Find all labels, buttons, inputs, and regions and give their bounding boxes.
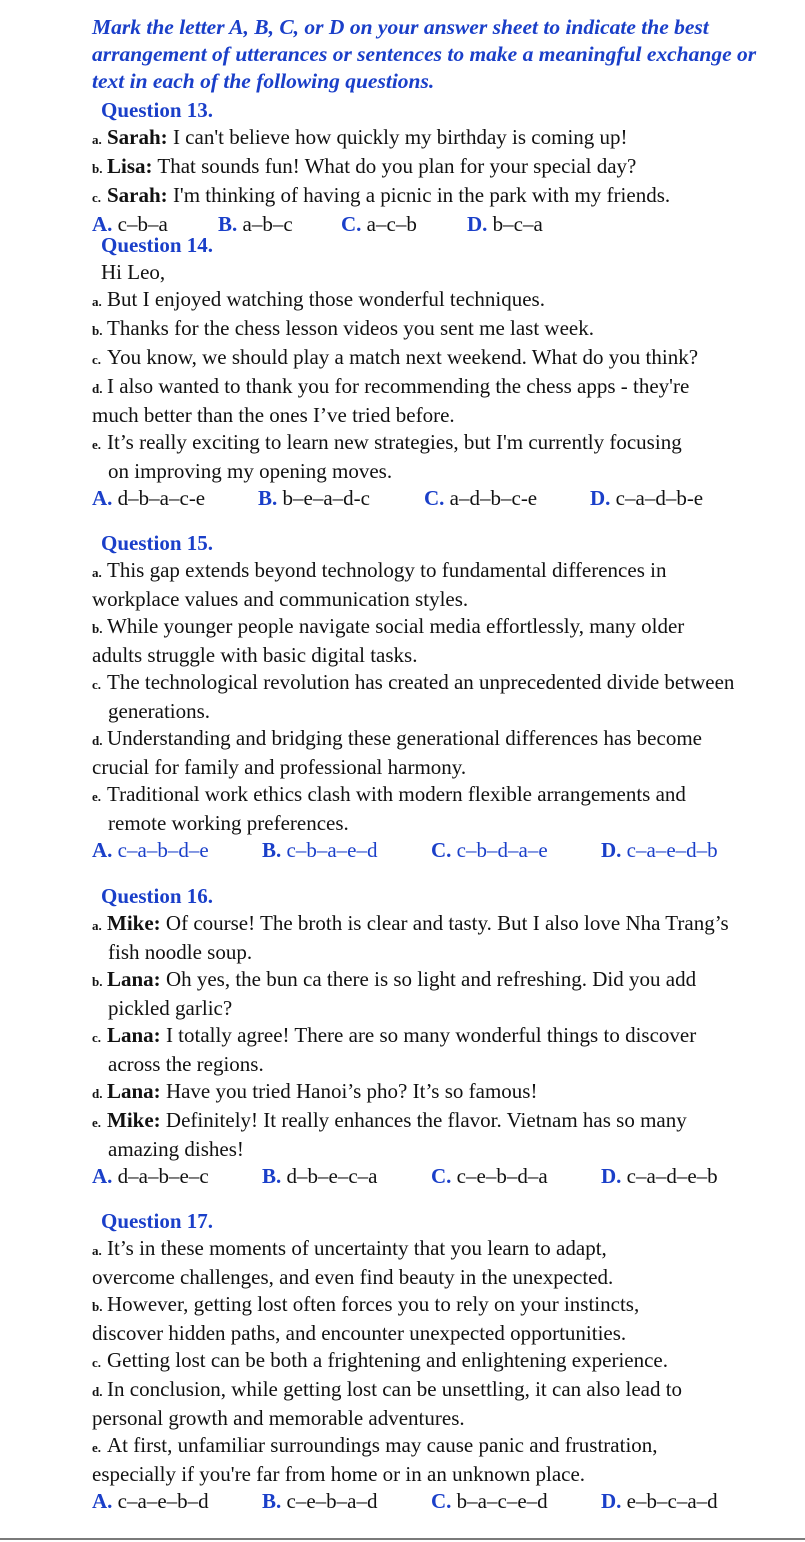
option-b[interactable]: B. c–e–b–a–d bbox=[262, 1489, 378, 1513]
sentence-e: e. It’s really exciting to learn new strategies, but I'm currently focusing on improving my opening moves. bbox=[92, 430, 682, 483]
instruction-text: Mark the letter A, B, C, or D on your answer sheet to indicate the best arrangement of utterances or sentences to make a meaningful exchange or text in each of the following questions. bbox=[92, 15, 757, 93]
question-title: Question 17. bbox=[101, 1209, 214, 1233]
option-a[interactable]: A. c–b–a bbox=[92, 212, 168, 236]
option-d[interactable]: D. c–a–d–b-e bbox=[590, 486, 704, 510]
option-a[interactable]: A. c–a–b–d–e bbox=[92, 838, 209, 862]
sentence-a: a. This gap extends beyond technology to fundamental differences in workplace values and communication styles. bbox=[92, 558, 667, 611]
question-13 bbox=[0, 97, 805, 238]
option-d[interactable]: D. e–b–c–a–d bbox=[601, 1489, 718, 1513]
sentence-b: b. Thanks for the chess lesson videos you sent me last week. bbox=[92, 316, 594, 340]
sentence-c: c. Getting lost can be both a frightening and enlightening experience. bbox=[92, 1348, 668, 1372]
option-a[interactable]: A. d–b–a–c-e bbox=[92, 486, 206, 510]
speaker: Lana: bbox=[107, 967, 161, 991]
option-b[interactable]: B. c–b–a–e–d bbox=[262, 838, 378, 862]
speaker: Mike: bbox=[107, 1108, 161, 1132]
speaker: Lana: bbox=[107, 1079, 161, 1103]
utterance-d: d. Lana: Have you tried Hanoi’s pho? It’s so famous! bbox=[92, 1079, 538, 1103]
question-title: Question 15. bbox=[101, 531, 214, 555]
sentence-d: d. Understanding and bridging these generational differences has become crucial for family and professional harmony. bbox=[92, 726, 702, 779]
option-a[interactable]: A. c–a–e–b–d bbox=[92, 1489, 209, 1513]
sentence-c: c. You know, we should play a match next weekend. What do you think? bbox=[92, 345, 699, 369]
sentence-e: e. At first, unfamiliar surroundings may cause panic and frustration, especially if you're far from home or in an unknown place. bbox=[92, 1433, 658, 1486]
sentence-c: c. The technological revolution has created an unprecedented divide between generations. bbox=[92, 670, 735, 723]
question-15 bbox=[0, 530, 805, 891]
greeting: Hi Leo, bbox=[101, 260, 166, 284]
sentence-b: b. However, getting lost often forces you to rely on your instincts, discover hidden paths, and encounter unexpected opportunities. bbox=[92, 1292, 640, 1345]
utterance-b: b. Lana: Oh yes, the bun ca there is so light and refreshing. Did you add pickled garlic? bbox=[92, 967, 697, 1020]
option-c[interactable]: C. a–d–b–c-e bbox=[424, 486, 538, 510]
sentence-a: a. But I enjoyed watching those wonderful techniques. bbox=[92, 287, 545, 311]
option-d[interactable]: D. c–a–d–e–b bbox=[601, 1164, 718, 1188]
utterance-a: a. Sarah: I can't believe how quickly my birthday is coming up! bbox=[92, 125, 628, 149]
sentence-e: e. Traditional work ethics clash with modern flexible arrangements and remote working preferences. bbox=[92, 782, 686, 835]
speaker: Lisa: bbox=[107, 154, 153, 178]
page-bottom-divider bbox=[0, 1538, 805, 1540]
utterance-b: b. Lisa: That sounds fun! What do you plan for your special day? bbox=[92, 154, 637, 178]
sentence-d: d. I also wanted to thank you for recommending the chess apps - they're much better than the ones I’ve tried before. bbox=[92, 374, 690, 427]
utterance-e: e. Mike: Definitely! It really enhances the flavor. Vietnam has so many amazing dishes! bbox=[92, 1108, 687, 1161]
sentence-a: a. It’s in these moments of uncertainty that you learn to adapt, overcome challenges, and even find beauty in the unexpected. bbox=[92, 1236, 614, 1289]
option-c[interactable]: C. a–c–b bbox=[341, 212, 417, 236]
option-a[interactable]: A. d–a–b–e–c bbox=[92, 1164, 209, 1188]
option-c[interactable]: C. b–a–c–e–d bbox=[431, 1489, 548, 1513]
option-b[interactable]: B. b–e–a–d-c bbox=[258, 486, 370, 510]
answer-options bbox=[0, 485, 805, 512]
question-16 bbox=[0, 883, 805, 1217]
option-c[interactable]: C. c–e–b–d–a bbox=[431, 1164, 548, 1188]
question-title: Question 14. bbox=[101, 233, 214, 257]
option-c[interactable]: C. c–b–d–a–e bbox=[431, 838, 548, 862]
utterance-c: c. Lana: I totally agree! There are so many wonderful things to discover across the regions. bbox=[92, 1023, 697, 1076]
question-title: Question 16. bbox=[101, 884, 214, 908]
option-d[interactable]: D. c–a–e–d–b bbox=[601, 838, 718, 862]
option-b[interactable]: B. a–b–c bbox=[218, 212, 293, 236]
sentence-d: d. In conclusion, while getting lost can be unsettling, it can also lead to personal growth and memorable adventures. bbox=[92, 1377, 683, 1430]
question-14 bbox=[0, 232, 805, 512]
question-17 bbox=[0, 1208, 805, 1542]
speaker: Mike: bbox=[107, 911, 161, 935]
utterance-c: c. Sarah: I'm thinking of having a picnic in the park with my friends. bbox=[92, 183, 671, 207]
answer-options bbox=[0, 1488, 805, 1542]
speaker: Sarah: bbox=[107, 183, 168, 207]
option-b[interactable]: B. d–b–e–c–a bbox=[262, 1164, 378, 1188]
option-d[interactable]: D. b–c–a bbox=[467, 212, 543, 236]
utterance-a: a. Mike: Of course! The broth is clear and tasty. But I also love Nha Trang’s fish noodle soup. bbox=[92, 911, 729, 964]
question-title: Question 13. bbox=[101, 98, 214, 122]
sentence-b: b. While younger people navigate social media effortlessly, many older adults struggle with basic digital tasks. bbox=[92, 614, 685, 667]
speaker: Sarah: bbox=[107, 125, 168, 149]
speaker: Lana: bbox=[107, 1023, 161, 1047]
